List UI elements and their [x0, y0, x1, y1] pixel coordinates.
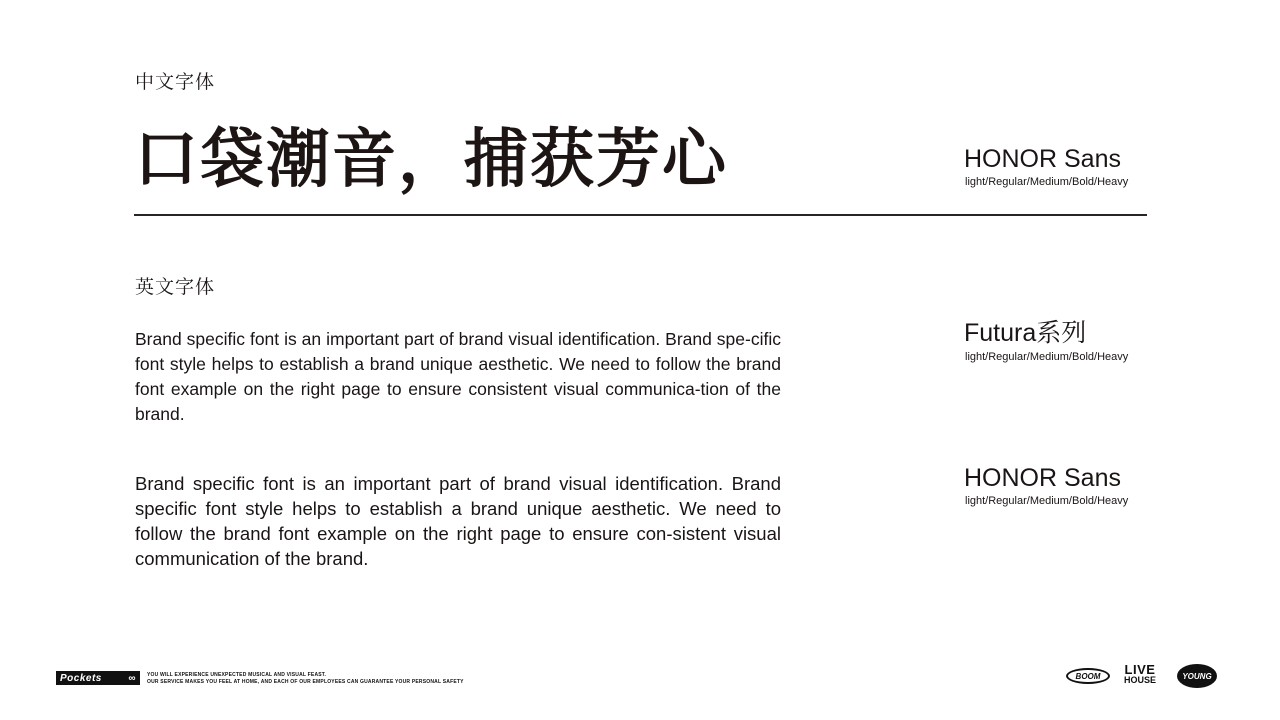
- live-house-logo: [1124, 664, 1156, 686]
- chinese-font-name: HONOR Sans: [964, 145, 1121, 173]
- honor-font-weights: light/Regular/Medium/Bold/Heavy: [965, 495, 1129, 507]
- chinese-font-weights: light/Regular/Medium/Bold/Heavy: [965, 176, 1129, 188]
- footer-note-line2: OUR SERVICE MAKES YOU FEEL AT HOME, AND EACH OF OUR EMPLOYEES CAN GUARANTEE YOUR PERSONAL SAFETY: [147, 679, 464, 685]
- pockets-logo-label: Pockets: [60, 672, 102, 684]
- english-font-label: 英文字体: [135, 277, 216, 298]
- hero-slogan: 口袋潮音，捕获芳心: [134, 123, 728, 195]
- futura-font-name: Futura系列: [964, 319, 1087, 347]
- futura-sample-paragraph: Brand specific font is an important part of brand visual identification. Brand spe-cific font style helps to establish a brand unique aesthetic. We need to follow the brand font example on the right page to ensure consistent visual communica-tion of the brand.: [135, 329, 781, 424]
- pockets-logo: [56, 671, 140, 685]
- young-logo: YOUNG: [1177, 664, 1217, 688]
- honor-sample-paragraph: Brand specific font is an important part of brand visual identification. Brand specific font style helps to establish a brand unique aesthetic. We need to follow the brand font example on the right page to ensure con-sistent visual communication of the brand.: [135, 473, 781, 569]
- footer-note-line1: YOU WILL EXPERIENCE UNEXPECTED MUSICAL AND VISUAL FEAST.: [147, 672, 327, 678]
- section-divider: [134, 214, 1147, 216]
- boom-logo: BOOM: [1066, 668, 1110, 684]
- honor-font-name: HONOR Sans: [964, 464, 1121, 492]
- live-logo-line1: LIVE: [1124, 662, 1156, 677]
- chinese-font-label: 中文字体: [135, 72, 216, 93]
- infinity-icon: ∞: [128, 672, 136, 684]
- live-logo-line2: HOUSE: [1124, 675, 1157, 685]
- futura-font-weights: light/Regular/Medium/Bold/Heavy: [965, 351, 1129, 363]
